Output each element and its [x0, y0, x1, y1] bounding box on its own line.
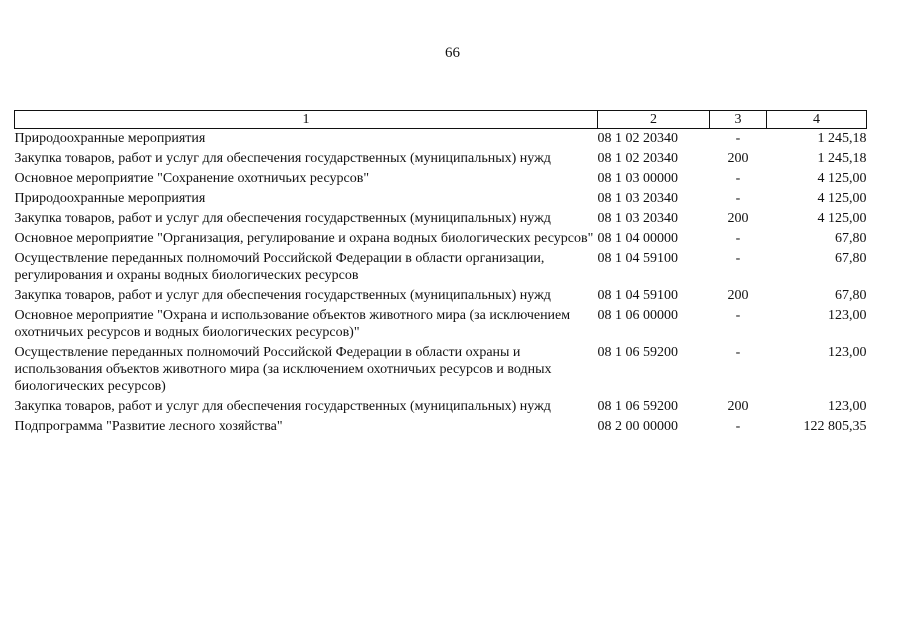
row-code: 08 1 06 59200: [597, 399, 678, 414]
row-amount: 1 245,18: [817, 151, 867, 166]
table-row: [15, 149, 867, 169]
row-code: 08 1 02 20340: [597, 131, 678, 146]
row-code: 08 1 06 00000: [597, 308, 678, 323]
row-code: 08 2 00 00000: [597, 419, 678, 434]
column-header-1: 1: [15, 111, 598, 129]
row-name: Осуществление переданных полномочий Российской Федерации в области охраны и использования объектов животного мира (за исключением охотничьих ресурсов и водных биологических ресурсов): [14, 345, 552, 394]
row-code: 08 1 03 20340: [597, 191, 678, 206]
table-row: [15, 343, 867, 397]
row-code: 08 1 04 59100: [597, 288, 678, 303]
row-name: Основное мероприятие "Сохранение охотничьих ресурсов": [14, 171, 370, 186]
row-name: Осуществление переданных полномочий Российской Федерации в области организации, регулирования и охраны водных биологических ресурсов: [14, 251, 545, 283]
table-row: [15, 306, 867, 343]
table-row: [15, 189, 867, 209]
row-type: -: [735, 231, 741, 246]
row-type: -: [735, 131, 741, 146]
page-number: 66: [445, 45, 460, 61]
row-type: -: [735, 191, 741, 206]
table-row: [15, 129, 867, 150]
row-amount: 123,00: [828, 345, 867, 360]
row-amount: 67,80: [835, 288, 867, 303]
row-code: 08 1 04 00000: [597, 231, 678, 246]
table-row: [15, 249, 867, 286]
row-amount: 1 245,18: [817, 131, 867, 146]
row-amount: 67,80: [835, 231, 867, 246]
row-amount: 122 805,35: [803, 419, 867, 434]
row-amount: 123,00: [828, 399, 867, 414]
table-row: [15, 417, 867, 437]
row-type: -: [735, 308, 741, 323]
row-amount: 123,00: [828, 308, 867, 323]
row-name: Закупка товаров, работ и услуг для обеспечения государственных (муниципальных) нужд: [14, 151, 551, 166]
column-header-2: 2: [598, 111, 710, 129]
row-amount: 4 125,00: [817, 211, 867, 226]
budget-table: [14, 110, 867, 437]
row-type: 200: [727, 151, 749, 166]
row-amount: 4 125,00: [817, 171, 867, 186]
row-name: Закупка товаров, работ и услуг для обеспечения государственных (муниципальных) нужд: [14, 288, 551, 303]
column-header-4: 4: [767, 111, 867, 129]
row-code: 08 1 03 20340: [597, 211, 678, 226]
row-code: 08 1 04 59100: [597, 251, 678, 266]
row-name: Основное мероприятие "Организация, регулирование и охрана водных биологических ресурсов": [14, 231, 594, 246]
table-row: [15, 286, 867, 306]
row-name: Закупка товаров, работ и услуг для обеспечения государственных (муниципальных) нужд: [14, 211, 551, 226]
row-name: Природоохранные мероприятия: [14, 191, 206, 206]
row-code: 08 1 06 59200: [597, 345, 678, 360]
row-amount: 4 125,00: [817, 191, 867, 206]
table-row: [15, 397, 867, 417]
row-type: -: [735, 251, 741, 266]
row-type: 200: [727, 211, 749, 226]
row-amount: 67,80: [835, 251, 867, 266]
row-type: -: [735, 345, 741, 360]
row-type: 200: [727, 399, 749, 414]
row-name: Основное мероприятие "Охрана и использование объектов животного мира (за исключением охотничьих ресурсов и водных биологических ресурсов)": [14, 308, 571, 340]
row-code: 08 1 03 00000: [597, 171, 678, 186]
row-name: Закупка товаров, работ и услуг для обеспечения государственных (муниципальных) нужд: [14, 399, 551, 414]
row-name: Природоохранные мероприятия: [14, 131, 206, 146]
row-type: -: [735, 171, 741, 186]
column-header-3: 3: [710, 111, 767, 129]
row-type: -: [735, 419, 741, 434]
header-row: [15, 111, 867, 129]
row-name: Подпрограмма "Развитие лесного хозяйства": [14, 419, 283, 434]
table-row: [15, 229, 867, 249]
table-row: [15, 209, 867, 229]
table-row: [15, 169, 867, 189]
row-code: 08 1 02 20340: [597, 151, 678, 166]
row-type: 200: [727, 288, 749, 303]
